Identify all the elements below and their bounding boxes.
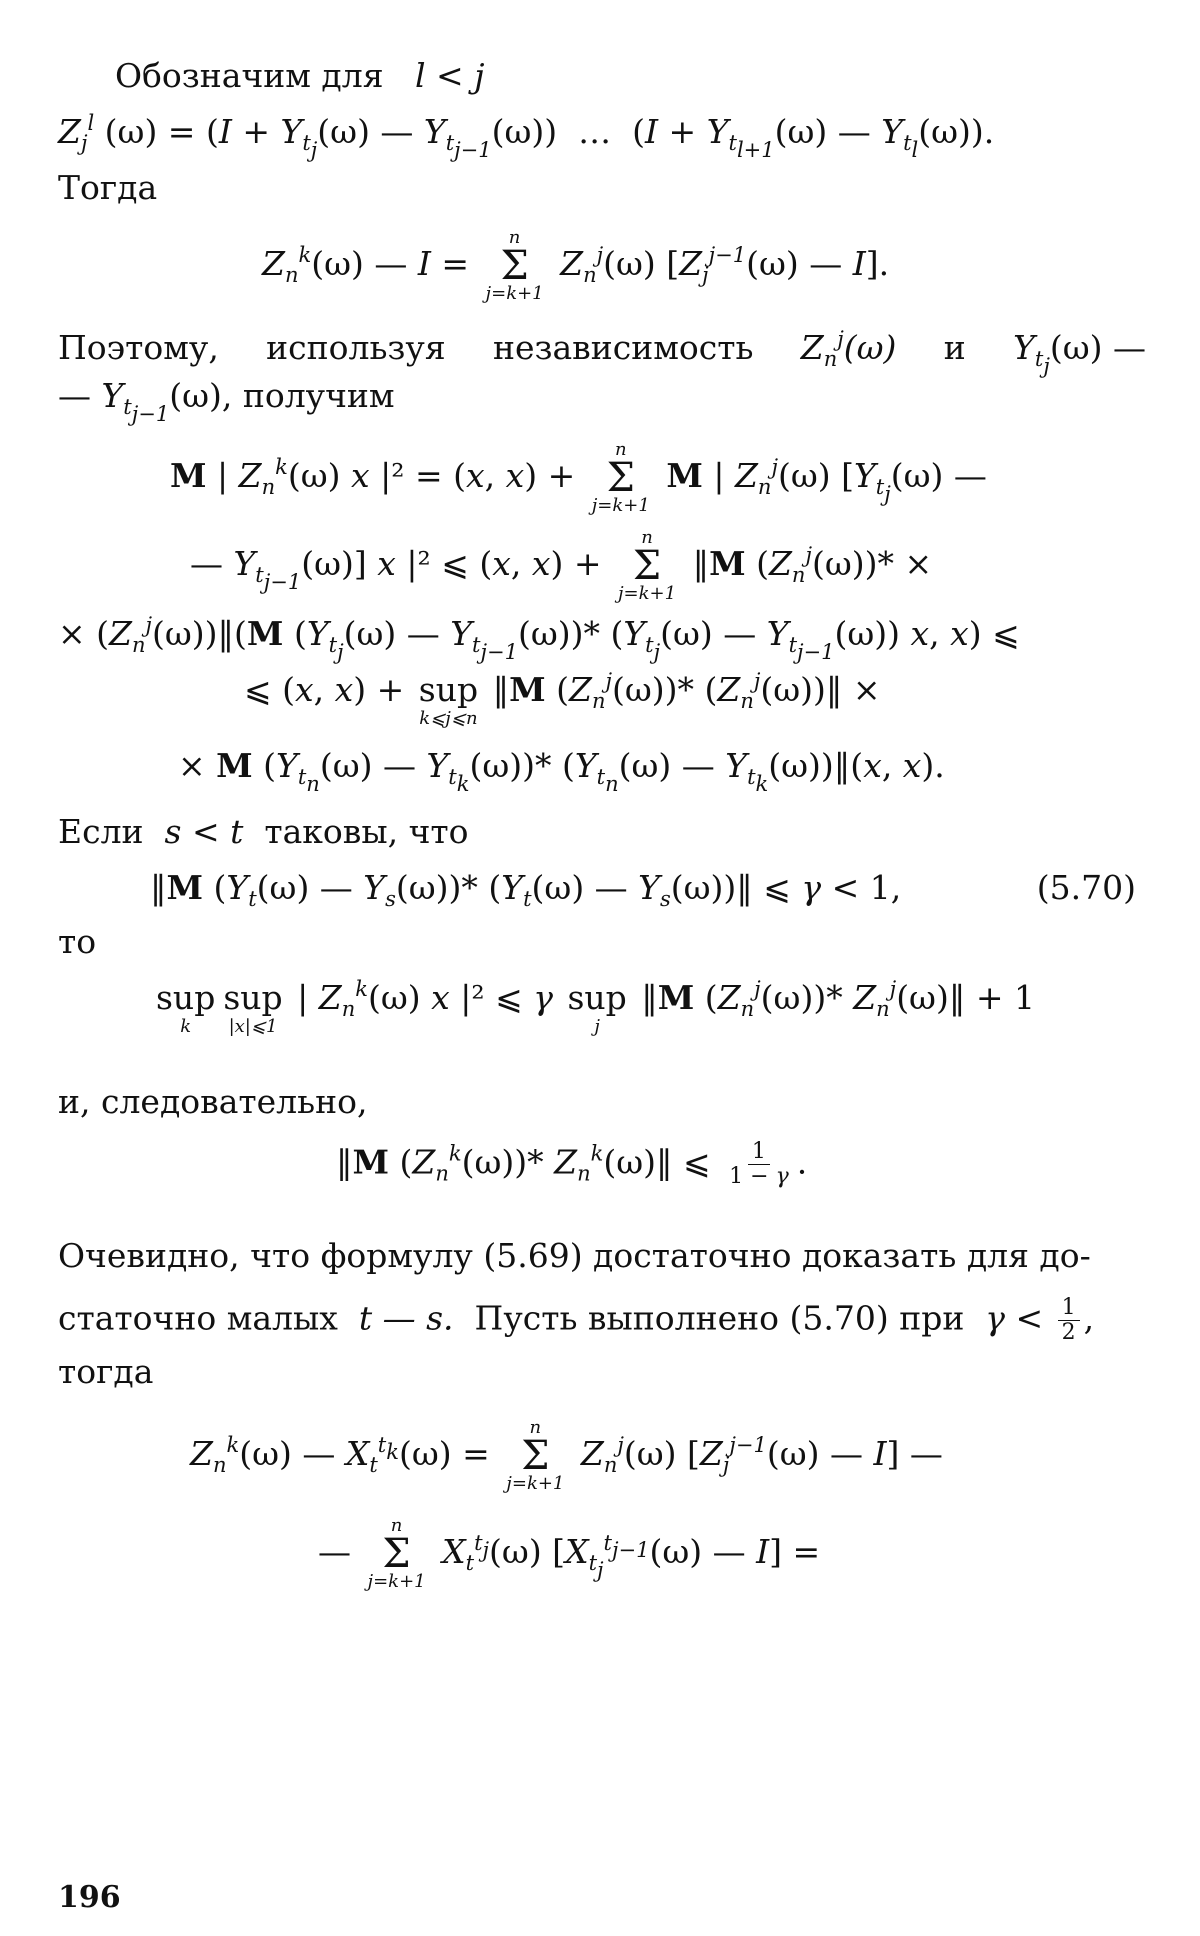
- obvious-2b-text: Пусть выполнено (5.70) при: [474, 1298, 965, 1338]
- obvious-2a-text: статочно малых: [58, 1298, 338, 1338]
- formula-condition: l < j: [394, 56, 485, 95]
- formula-difference-line1: $Z_n^k(\omega)$ — $X_t^{t_k}(\omega)$ = n Σ j=k+1 $Z_n^j(\omega)$ [$Z_j^{j-1}(\omega)$ — I] —: [190, 1417, 943, 1494]
- intro-text: Обозначим для: [115, 56, 384, 95]
- line-obvious-2: статочно малых t — s. Пусть выполнено (5.70) при γ < $\frac{1}{2}$ ,: [58, 1295, 1095, 1345]
- formula-difference-line2: — n Σ j=k+1 $X_t^{t_j}(\omega)$ [$X_{t_j}^{t_{j-1}}(\omega)$ — I] =: [318, 1515, 821, 1592]
- formula-570: ‖M ($Y_t(\omega)$ — $Y_s(\omega))*$ ($Y_t(\omega)$ — $Y_s(\omega))‖$ ⩽ γ < 1,: [150, 868, 902, 911]
- formula-y-diff-start: $Y_{t_j}(\omega)$ —: [1013, 328, 1146, 378]
- formula-expectation-line4: ⩽ (x, x) + sup k⩽j⩽n ‖M $(Z_n^j(\omega))*$ $(Z_n^j(\omega))‖$ ×: [244, 669, 881, 729]
- formula-sup-bound: sup k sup |x|⩽1 | $Z_n^k(\omega)$ x |² ⩽ γ sup j ‖M $(Z_n^j(\omega))*$ $Z_n^j(\omega)‖ + 1$: [156, 977, 1035, 1037]
- line-we-get: — $Y_{t_{j-1}}(\omega)$, получим: [58, 376, 395, 426]
- line-intro: [115, 56, 484, 96]
- formula-expectation-line3: × $(Z_n^j(\omega))‖(M$ ($Y_{t_j}(\omega)$ — $Y_{t_{j-1}}(\omega))*$ ($Y_{t_j}(\omega)$ — $Y_{t_{j-1}}(\omega)$) x, x) ⩽: [58, 613, 1020, 664]
- such-that-text: таковы, что: [264, 812, 469, 851]
- formula-norm-bound: ‖M $(Z_n^k(\omega))*$ $Z_n^k(\omega)‖$ ⩽ $\frac{1}{1 - \gamma}$ .: [336, 1139, 808, 1189]
- using-text: используя: [266, 328, 446, 367]
- independence-text: независимость: [492, 328, 754, 367]
- line-therefore: [58, 327, 1146, 378]
- line-then2: тогда: [58, 1352, 154, 1391]
- formula-expectation-line5: × M ($Y_{t_n}(\omega)$ — $Y_{t_k}(\omega))*$ ($Y_{t_n}(\omega)$ — $Y_{t_k}(\omega))‖(x$, x).: [178, 746, 945, 796]
- formula-expectation-line1: M | $Z_n^k(\omega)$ x |² = (x, x) + n Σ j=k+1 M | $Z_n^j(\omega)$ [$Y_{t_j}(\omega)$ —: [170, 439, 987, 516]
- line-hence: и, следовательно,: [58, 1082, 368, 1121]
- therefore-text: Поэтому,: [58, 328, 219, 367]
- line-to: то: [58, 922, 97, 961]
- equation-tag-570: (5.70): [1036, 868, 1136, 907]
- line-then: Тогда: [58, 168, 158, 207]
- line-obvious-1: Очевидно, что формулу (5.69) достаточно доказать для до-: [58, 1236, 1091, 1275]
- we-get-text: получим: [242, 376, 395, 415]
- if-text: Если: [58, 812, 144, 851]
- line-if: Если s < t таковы, что: [58, 812, 469, 851]
- formula-expectation-line2: — $Y_{t_{j-1}}(\omega)$] x |² ⩽ (x, x) + n Σ j=k+1 ‖M $(Z_n^j(\omega))*$ ×: [190, 527, 933, 604]
- formula-zn-j: $Z_n^j(\omega)$: [800, 327, 897, 371]
- page-number: 196: [58, 1880, 121, 1915]
- and-text: и: [943, 328, 966, 367]
- formula-telescoping-sum: $Z_n^k(\omega)$ — I = n Σ j=k+1 $Z_n^j(\omega)$ [$Z_j^{j-1}(\omega)$ — I].: [262, 227, 890, 304]
- formula-z-definition: $Z_j^l$ $(\omega) = (I + Y_{t_j}(\omega)$ — $Y_{t_{j-1}}(\omega)$) … ($I + Y_{t_{l+1}}(\omega)$ — $Y_{t_l}(\omega)$).: [58, 111, 995, 162]
